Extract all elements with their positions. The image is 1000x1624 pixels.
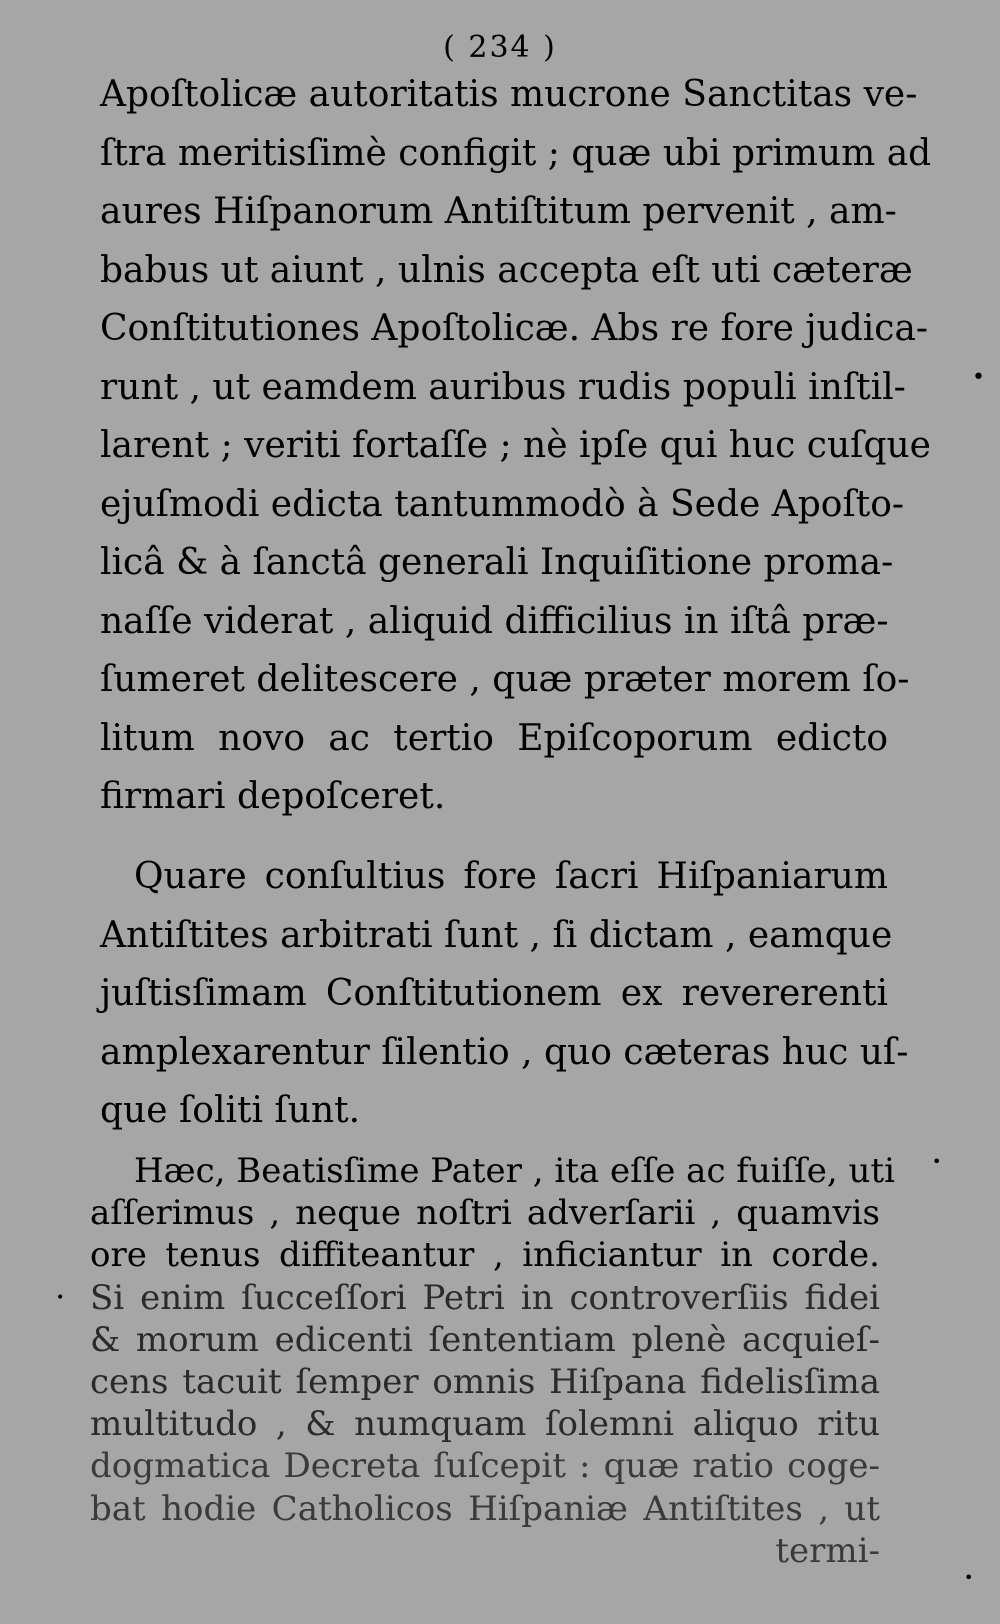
page-number: ( 234 ) <box>443 30 557 65</box>
text-line: Hæc, Beatisſime Pater , ita eſſe ac fuiſſe, uti <box>134 1151 895 1191</box>
text-line: ſtra meritisſimè configit ; quæ ubi primum ad <box>100 132 932 174</box>
text-line: larent ; veriti fortaſſe ; nè ipſe qui huc cuſque <box>100 425 931 466</box>
scan-speck: • <box>972 365 985 390</box>
text-line: litum novo ac tertio Epiſcoporum edicto <box>100 717 888 759</box>
text-line: aſſerimus , neque noſtri adverſarii , quamvis <box>90 1193 880 1234</box>
text-line: cens tacuit ſemper omnis Hiſpana fidelisſima <box>90 1362 880 1403</box>
paragraph-2 <box>100 848 909 1141</box>
catchword: termi- <box>775 1530 880 1571</box>
text-line: ſumeret delitescere , quæ præter morem ſo- <box>100 659 910 700</box>
text-line: licâ & à ſanctâ generali Inquiſitione proma- <box>100 542 894 583</box>
paragraph-3 <box>90 1150 895 1572</box>
text-line: ejuſmodi edicta tantummodò à Sede Apoſto- <box>100 483 905 525</box>
text-line: firmari depoſceret. <box>100 776 446 817</box>
text-line: Apoſtolicæ autoritatis mucrone Sanctitas ve- <box>100 74 918 115</box>
paragraph-1 <box>100 66 932 827</box>
scan-speck: • <box>932 1152 942 1171</box>
text-line: que ſoliti ſunt. <box>100 1090 361 1131</box>
text-line: ore tenus diffiteantur , inficiantur in corde. <box>90 1235 880 1276</box>
scan-speck: • <box>56 1290 65 1306</box>
text-line: Si enim ſucceſſori Petri in controverſiis fidei <box>90 1277 880 1318</box>
text-line: Antiſtites arbitrati ſunt , ſi dictam , eamque <box>100 914 893 956</box>
text-line: & morum edicenti ſententiam plenè acquieſ- <box>90 1319 880 1360</box>
text-line: amplexarentur ſilentio , quo cæteras huc uſ- <box>100 1031 909 1073</box>
text-line: aures Hiſpanorum Antiſtitum pervenit , am- <box>100 191 897 232</box>
text-line: Quare conſultius fore ſacri Hiſpaniarum <box>134 856 888 897</box>
text-line: runt , ut eamdem auribus rudis populi inſtil- <box>100 366 906 408</box>
text-line: multitudo , & numquam ſolemni aliquo ritu <box>90 1404 880 1445</box>
text-line: naſſe viderat , aliquid difficilius in iſtâ præ- <box>100 600 889 642</box>
text-line: bat hodie Catholicos Hiſpaniæ Antiſtites , ut <box>90 1488 880 1529</box>
text-line: juſtisſimam Conſtitutionem ex revererenti <box>100 973 888 1014</box>
text-line: babus ut aiunt , ulnis accepta eſt uti cæteræ <box>100 249 913 291</box>
text-line: dogmatica Decreta ſuſcepit : quæ ratio coge- <box>90 1446 880 1487</box>
scan-speck: • <box>964 1568 974 1587</box>
text-line: Conſtitutiones Apoſtolicæ. Abs re fore judica- <box>100 308 929 349</box>
